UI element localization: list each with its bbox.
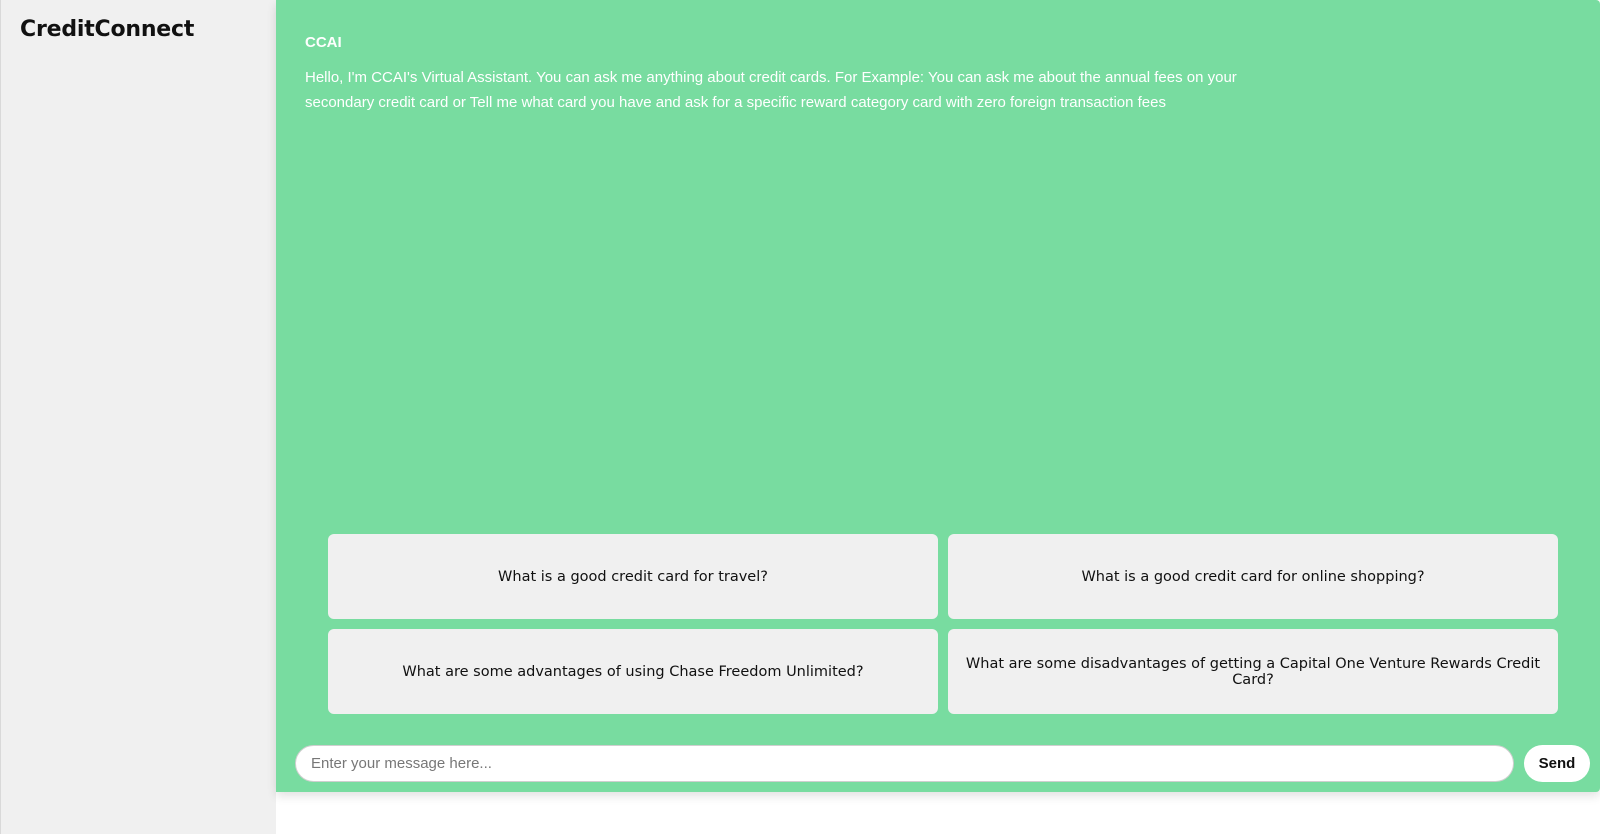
sidebar — [0, 0, 276, 834]
suggestion-chase-freedom-advantages[interactable]: What are some advantages of using Chase Freedom Unlimited? — [328, 629, 938, 714]
brand-logo-text: CreditConnect — [20, 17, 195, 42]
message-sender: CCAI — [305, 34, 342, 51]
message-input[interactable] — [295, 745, 1514, 782]
assistant-message: Hello, I'm CCAI's Virtual Assistant. You can ask me anything about credit cards. For Example: You can ask me about the annual fees on your secondary credit card or Tell me what card you have and ask for a specific reward category card with zero foreign transaction fees — [305, 69, 1237, 111]
chat-panel — [276, 0, 1600, 792]
suggestion-travel-card[interactable]: What is a good credit card for travel? — [328, 534, 938, 619]
send-button[interactable]: Send — [1524, 745, 1590, 782]
suggestion-grid — [328, 534, 1558, 714]
suggestion-online-shopping-card[interactable]: What is a good credit card for online shopping? — [948, 534, 1558, 619]
message-composer — [295, 745, 1595, 782]
suggestion-capital-one-disadvantages[interactable]: What are some disadvantages of getting a Capital One Venture Rewards Credit Card? — [948, 629, 1558, 714]
